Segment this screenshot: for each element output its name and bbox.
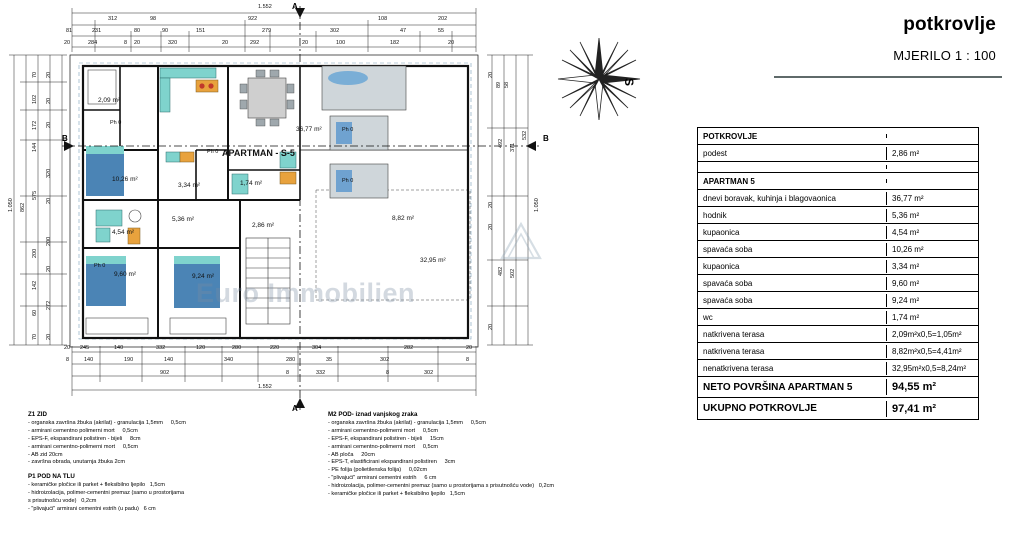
dimension-text: 100	[336, 40, 346, 46]
note-line: - EPS-F, ekspandirani polistiren - bijeli 15cm	[328, 435, 444, 442]
table-row	[698, 258, 978, 275]
row-label: dnevi boravak, kuhinja i blagovaonica	[703, 193, 836, 203]
row-value: 4,54 m²	[886, 226, 978, 239]
note-line: - armirani cementno-polimerni mort 0,5cm	[328, 427, 439, 434]
section-label: APARTMAN 5	[703, 176, 755, 186]
row-label: spavaća soba	[703, 278, 753, 288]
row-label: hodnik	[703, 210, 727, 220]
section-mark-b-right: B	[543, 134, 549, 143]
section-mark-a-bottom: A	[292, 404, 298, 413]
dimension-text: 120	[196, 345, 206, 351]
dimension-text: 20	[46, 265, 52, 272]
row-label: nenatkrivena terasa	[703, 363, 774, 373]
total-label: UKUPNO POTKROVLJE	[703, 403, 817, 414]
room-area-label: 3,34 m²	[178, 182, 201, 189]
row-value: 2,86 m²	[886, 147, 978, 160]
dimension-text: 8	[66, 357, 70, 363]
section-mark-b-left: B	[62, 134, 68, 143]
row-label: kupaonica	[703, 227, 740, 237]
notes-column-right	[328, 411, 688, 505]
dimension-text: 320	[168, 40, 178, 46]
note-line: - armirani cementno polimerni mort 0,5cm	[28, 427, 138, 434]
total-label: NETO POVRŠINA APARTMAN 5	[703, 381, 853, 393]
note-line: - armirani cementno-polimerni mort 0,5cm	[328, 443, 439, 450]
table-row	[698, 190, 978, 207]
dimension-text: 279	[262, 28, 272, 34]
row-label: spavaća soba	[703, 244, 753, 254]
table-title-value	[886, 134, 978, 138]
room-area-label: 10,26 m²	[112, 176, 138, 183]
dimension-text: 20	[448, 40, 455, 46]
watermark-logo-icon	[498, 218, 544, 264]
note-heading: P1 POD NA TLU	[28, 473, 75, 481]
table-row	[698, 173, 978, 190]
dimension-text: 220	[270, 345, 280, 351]
dimension-text: 140	[164, 357, 174, 363]
dimension-text: 55	[438, 28, 445, 34]
dimension-text: 80	[134, 28, 141, 34]
dimension-text: 200	[46, 236, 52, 246]
note-line: - AB zid 20cm	[28, 451, 63, 458]
scale-label: MJERILO 1 : 100	[893, 48, 996, 63]
floor-plan-drawing	[0, 0, 560, 420]
note-line: - AB ploča 20cm	[328, 451, 375, 458]
dimension-text: 272	[46, 300, 52, 310]
row-value: 8,82m²x0,5=4,41m²	[886, 345, 978, 358]
room-area-label: 9,24 m²	[192, 273, 215, 280]
dimension-text: 20	[488, 323, 494, 330]
dimension-text: 862	[20, 202, 26, 212]
dimension-text: 190	[124, 357, 134, 363]
row-label: natkrivena terasa	[703, 329, 765, 339]
title-divider	[774, 76, 1002, 78]
level-marker: Ph 0	[110, 120, 122, 126]
dimension-text: 47	[400, 28, 407, 34]
dimension-text: 102	[32, 94, 38, 104]
dimension-text: 81	[66, 28, 73, 34]
row-value: 2,09m²x0,5=1,05m²	[886, 328, 978, 341]
dimension-text: 284	[88, 40, 98, 46]
dimension-text: 200	[32, 248, 38, 258]
dimension-text: 1.050	[8, 198, 14, 212]
row-value: 5,36 m²	[886, 209, 978, 222]
dimension-text: 182	[390, 40, 400, 46]
row-label: kupaonica	[703, 261, 740, 271]
note-line: - keramičke pločice ili parket + fleksibilno ljepilo 1,5cm	[28, 482, 165, 489]
row-value: 9,60 m²	[886, 277, 978, 290]
row-label: natkrivena terasa	[703, 346, 765, 356]
room-area-label: 5,36 m²	[172, 216, 195, 223]
row-value: 9,24 m²	[886, 294, 978, 307]
row-label: spavaća soba	[703, 295, 753, 305]
dimension-text: 20	[46, 97, 52, 104]
dimension-text: 8	[466, 357, 470, 363]
section-value	[886, 179, 978, 183]
note-line: - armirani cementno-polimerni mort 0,5cm	[28, 443, 139, 450]
dimension-text: 482	[498, 266, 504, 276]
row-label: wc	[703, 312, 713, 322]
level-marker: Ph 0	[342, 127, 354, 133]
page-title: potkrovlje	[903, 14, 996, 35]
dimension-text: 89	[496, 81, 502, 88]
dimension-text: 502	[510, 268, 516, 278]
dimension-text: 282	[404, 345, 414, 351]
compass-north-label: S	[622, 78, 636, 87]
dimension-text: 202	[438, 16, 448, 22]
note-line: - keramičke pločice ili parket + fleksibilno ljepilo 1,5cm	[328, 491, 465, 498]
note-line: - hidroizolacija, polimer-cementni premaz (samo u prostorijama	[28, 490, 185, 497]
note-line: - PE folija (polietilenska folija) 0,02cm	[328, 467, 428, 474]
dimension-text: 312	[108, 16, 118, 22]
row-value: 3,34 m²	[886, 260, 978, 273]
room-area-label: 32,95 m²	[420, 257, 446, 264]
table-row	[698, 145, 978, 162]
dimension-text: 302	[424, 370, 434, 376]
note-block-z1	[28, 411, 308, 467]
room-area-label: 1,74 m²	[240, 180, 263, 187]
dimension-text: 1.552	[258, 384, 272, 390]
table-row	[698, 292, 978, 309]
table-total-row	[698, 398, 978, 419]
room-area-label: 2,09 m²	[98, 97, 121, 104]
room-area-label: 2,86 m²	[252, 222, 275, 229]
note-block-m2	[328, 411, 688, 499]
row-label: podest	[703, 148, 728, 158]
dimension-text: 98	[150, 16, 157, 22]
dimension-text: 8	[124, 40, 128, 46]
dimension-text: 20	[302, 40, 309, 46]
dimension-text: 280	[286, 357, 296, 363]
dimension-text: 245	[80, 345, 90, 351]
note-line: - organska završna žbuka (akrilat) - granulacija 1,5mm 0,5cm	[28, 419, 186, 426]
note-block-p1	[28, 473, 308, 514]
table-title: POTKROVLJE	[703, 131, 758, 141]
dimension-text: 340	[224, 357, 234, 363]
dimension-text: 70	[32, 333, 38, 340]
note-line: - EPS-F, ekspandirani polistiren - bijeli 8cm	[28, 435, 141, 442]
dimension-text: 332	[316, 370, 326, 376]
dimension-text: 20	[134, 40, 141, 46]
level-marker: Ph 0	[207, 149, 219, 155]
spacer-right	[886, 165, 978, 169]
level-marker: Ph 0	[342, 178, 354, 184]
dimension-text: 140	[114, 345, 124, 351]
dimension-text: 20	[488, 223, 494, 230]
section-mark-a-top: A	[292, 2, 298, 11]
row-value: 32,95m²x0,5=8,24m²	[886, 362, 978, 375]
table-row	[698, 343, 978, 360]
dimension-text: 144	[32, 142, 38, 152]
dimension-text: 20	[222, 40, 229, 46]
dimension-text: 60	[32, 309, 38, 316]
dimension-text: 902	[160, 370, 170, 376]
row-value: 36,77 m²	[886, 192, 978, 205]
dimension-text: 371	[510, 142, 516, 152]
apartment-label: APARTMAN - S-5	[222, 148, 295, 158]
area-schedule-table	[697, 127, 979, 420]
dimension-text: 492	[498, 138, 504, 148]
dimension-text: 151	[196, 28, 206, 34]
room-area-label: 36,77 m²	[296, 126, 322, 133]
note-line: - organska završna žbuka (akrilat) - granulacija 1,5mm 0,5cm	[328, 419, 486, 426]
dimension-text: 922	[248, 16, 258, 22]
total-value: 97,41 m²	[886, 401, 978, 417]
note-heading: M2 POD- iznad vanjskog zraka	[328, 411, 418, 418]
table-row	[698, 224, 978, 241]
dimension-text: 292	[250, 40, 260, 46]
level-marker: Ph 0	[94, 263, 106, 269]
table-row	[698, 241, 978, 258]
dimension-text: 142	[32, 280, 38, 290]
dimension-text: 20	[488, 201, 494, 208]
table-spacer-row	[698, 162, 978, 173]
note-heading: Z1 ZID	[28, 411, 47, 418]
dimension-text: 20	[46, 71, 52, 78]
dimension-text: 172	[32, 120, 38, 130]
dimension-text: 20	[64, 345, 71, 351]
dimension-text: 20	[46, 333, 52, 340]
dimension-text: 575	[32, 190, 38, 200]
table-row	[698, 360, 978, 377]
dimension-text: 58	[504, 81, 510, 88]
dimension-text: 20	[466, 345, 473, 351]
row-value: 10,26 m²	[886, 243, 978, 256]
table-row	[698, 207, 978, 224]
table-row	[698, 326, 978, 343]
dimension-text: 1.552	[258, 4, 272, 10]
dimension-text: 1.050	[534, 198, 540, 212]
table-row	[698, 275, 978, 292]
dimension-text: 140	[84, 357, 94, 363]
spacer-left	[698, 165, 886, 169]
dimension-text: 302	[380, 357, 390, 363]
note-line: s prisutnošću vode) 0,2cm	[28, 498, 97, 505]
dimension-text: 20	[64, 40, 71, 46]
dimension-text: 8	[286, 370, 290, 376]
dimension-text: 532	[522, 130, 528, 140]
dimension-text: 20	[46, 121, 52, 128]
note-line: - EPS-T, elastificirani ekspandirani polistiren 3cm	[328, 459, 456, 466]
row-value: 1,74 m²	[886, 311, 978, 324]
dimension-text: 302	[330, 28, 340, 34]
dimension-text: 231	[92, 28, 102, 34]
dimension-text: 8	[386, 370, 390, 376]
notes-column-left	[28, 411, 308, 520]
dimension-text: 320	[46, 168, 52, 178]
note-line: - završna obrada, unutarnja žbuka 2cm	[28, 459, 126, 466]
dimension-text: 90	[162, 28, 169, 34]
dimension-text: 20	[46, 197, 52, 204]
dimension-text: 332	[156, 345, 166, 351]
dimension-text: 70	[32, 71, 38, 78]
dimension-text: 304	[312, 345, 322, 351]
room-area-label: 8,82 m²	[392, 215, 415, 222]
note-line: - "plivajući" armirani cementni estrih 6 cm	[328, 475, 437, 482]
note-line: - hidroizolacija, polimer-cementni premaz (samo u prostorijama s prisutnošću vode) 0,2cm	[328, 483, 555, 490]
table-total-row	[698, 377, 978, 398]
note-line: - "plivajući" armirani cementni estrih (u padu) 6 cm	[28, 506, 156, 513]
room-area-label: 4,54 m²	[112, 229, 135, 236]
dimension-text: 108	[378, 16, 388, 22]
dimension-text: 20	[488, 71, 494, 78]
dimension-text: 35	[326, 357, 333, 363]
table-row	[698, 128, 978, 145]
room-area-label: 9,60 m²	[114, 271, 137, 278]
dimension-text: 280	[232, 345, 242, 351]
total-value: 94,55 m²	[886, 379, 978, 395]
watermark-text: Euro Immobilien	[196, 278, 416, 308]
table-row	[698, 309, 978, 326]
